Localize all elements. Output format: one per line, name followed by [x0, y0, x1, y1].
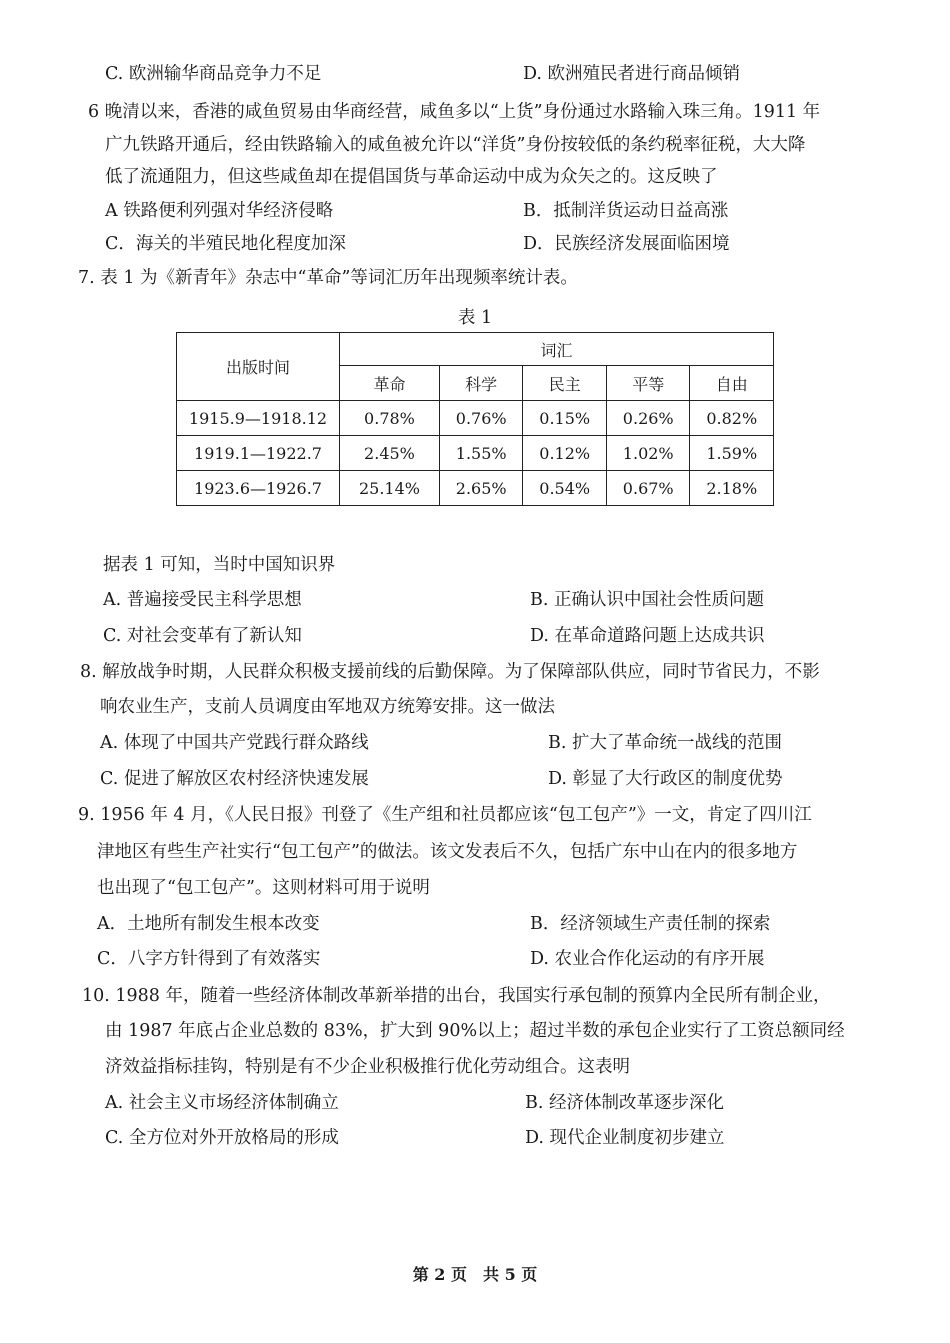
q10-option-c: C. 全方位对外开放格局的形成	[105, 1128, 339, 1148]
q8-option-a: A. 体现了中国共产党践行群众路线	[100, 733, 369, 753]
table-cell-period: 1915.9—1918.12	[177, 401, 340, 436]
table-cell-period: 1919.1—1922.7	[177, 436, 340, 471]
table-cell: 25.14%	[340, 471, 440, 506]
table-header-word: 科学	[439, 366, 523, 401]
table-cell: 0.82%	[690, 401, 774, 436]
table-cell: 1.02%	[606, 436, 690, 471]
table-cell: 0.15%	[523, 401, 607, 436]
q7-stem: 7. 表 1 为《新青年》杂志中“革命”等词汇历年出现频率统计表。	[78, 268, 578, 288]
q7-option-d: D. 在革命道路问题上达成共识	[530, 626, 765, 646]
table-cell: 2.65%	[439, 471, 523, 506]
q8-option-c: C. 促进了解放区农村经济快速发展	[100, 769, 369, 789]
q10-option-b: B. 经济体制改革逐步深化	[525, 1093, 724, 1113]
q9-option-d: D. 农业合作化运动的有序开展	[530, 949, 765, 969]
table-cell: 0.67%	[606, 471, 690, 506]
q10-stem-line-1: 10. 1988 年，随着一些经济体制改革新举措的出台，我国实行承包制的预算内全民所有制企业，	[82, 986, 831, 1006]
q6-option-d: D．民族经济发展面临困境	[523, 234, 730, 254]
table-header-word: 民主	[523, 366, 607, 401]
q8-option-d: D. 彰显了大行政区的制度优势	[548, 769, 783, 789]
frequency-table	[176, 332, 774, 506]
q6-stem-line-1: 6 晚清以来，香港的咸鱼贸易由华商经营，咸鱼多以“上货”身份通过水路输入珠三角。1911 年	[88, 102, 821, 122]
q6-option-c: C．海关的半殖民地化程度加深	[105, 234, 346, 254]
table-header-word: 自由	[690, 366, 774, 401]
q10-stem-line-2: 由 1987 年底占企业总数的 83%，扩大到 90%以上；超过半数的承包企业实行了工资总额同经	[105, 1021, 845, 1041]
table-cell: 0.76%	[439, 401, 523, 436]
page-footer: 第 2 页 共 5 页	[412, 1265, 538, 1284]
q9-stem-line-3: 也出现了“包工包产”。这则材料可用于说明	[97, 878, 430, 898]
q6-stem-line-2: 广九铁路开通后，经由铁路输入的咸鱼被允许以“洋货”身份按较低的条约税率征税，大大降	[105, 135, 806, 155]
table-cell: 0.26%	[606, 401, 690, 436]
table-header-word: 平等	[606, 366, 690, 401]
q9-option-b: B．经济领域生产责任制的探索	[530, 914, 771, 934]
q9-stem-line-2: 津地区有些生产社实行“包工包产”的做法。该文发表后不久，包括广东中山在内的很多地方	[97, 842, 798, 862]
table-cell: 1.55%	[439, 436, 523, 471]
table-cell: 2.45%	[340, 436, 440, 471]
table-caption: 表 1	[457, 308, 493, 328]
table-cell: 0.12%	[523, 436, 607, 471]
table-cell: 2.18%	[690, 471, 774, 506]
table-header-word: 革命	[340, 366, 440, 401]
q9-option-c: C．八字方针得到了有效落实	[97, 949, 321, 969]
q7-option-b: B. 正确认识中国社会性质问题	[530, 590, 764, 610]
table-cell: 0.54%	[523, 471, 607, 506]
table-row	[177, 401, 774, 436]
q6-option-a: A 铁路便利列强对华经济侵略	[105, 201, 334, 221]
table-header-words: 词汇	[340, 333, 774, 366]
q8-stem-line-2: 响农业生产，支前人员调度由军地双方统筹安排。这一做法	[100, 697, 555, 717]
table-row	[177, 471, 774, 506]
table-row	[177, 436, 774, 471]
q7-option-a: A. 普遍接受民主科学思想	[103, 590, 302, 610]
table-header-period: 出版时间	[177, 333, 340, 401]
q9-option-a: A．土地所有制发生根本改变	[97, 914, 320, 934]
q10-stem-line-3: 济效益指标挂钩，特别是有不少企业积极推行优化劳动组合。这表明	[105, 1057, 630, 1077]
table-cell: 1.59%	[690, 436, 774, 471]
q8-stem-line-1: 8. 解放战争时期，人民群众积极支援前线的后勤保障。为了保障部队供应，同时节省民力，不影	[80, 662, 820, 682]
q9-stem-line-1: 9. 1956 年 4 月，《人民日报》刊登了《生产组和社员都应该“包工包产”》一文，肯定了四川江	[78, 805, 812, 825]
table-cell-period: 1923.6—1926.7	[177, 471, 340, 506]
q6-option-b: B．抵制洋货运动日益高涨	[523, 201, 729, 221]
q5-option-d: D. 欧洲殖民者进行商品倾销	[523, 64, 741, 84]
q8-option-b: B. 扩大了革命统一战线的范围	[548, 733, 782, 753]
q10-option-a: A. 社会主义市场经济体制确立	[105, 1093, 339, 1113]
q7-lead: 据表 1 可知，当时中国知识界	[103, 555, 336, 575]
q10-option-d: D. 现代企业制度初步建立	[525, 1128, 725, 1148]
q6-stem-line-3: 低了流通阻力，但这些咸鱼却在提倡国货与革命运动中成为众矢之的。这反映了	[105, 167, 718, 187]
table-cell: 0.78%	[340, 401, 440, 436]
q7-option-c: C. 对社会变革有了新认知	[103, 626, 302, 646]
q5-option-c: C. 欧洲输华商品竞争力不足	[105, 64, 322, 84]
